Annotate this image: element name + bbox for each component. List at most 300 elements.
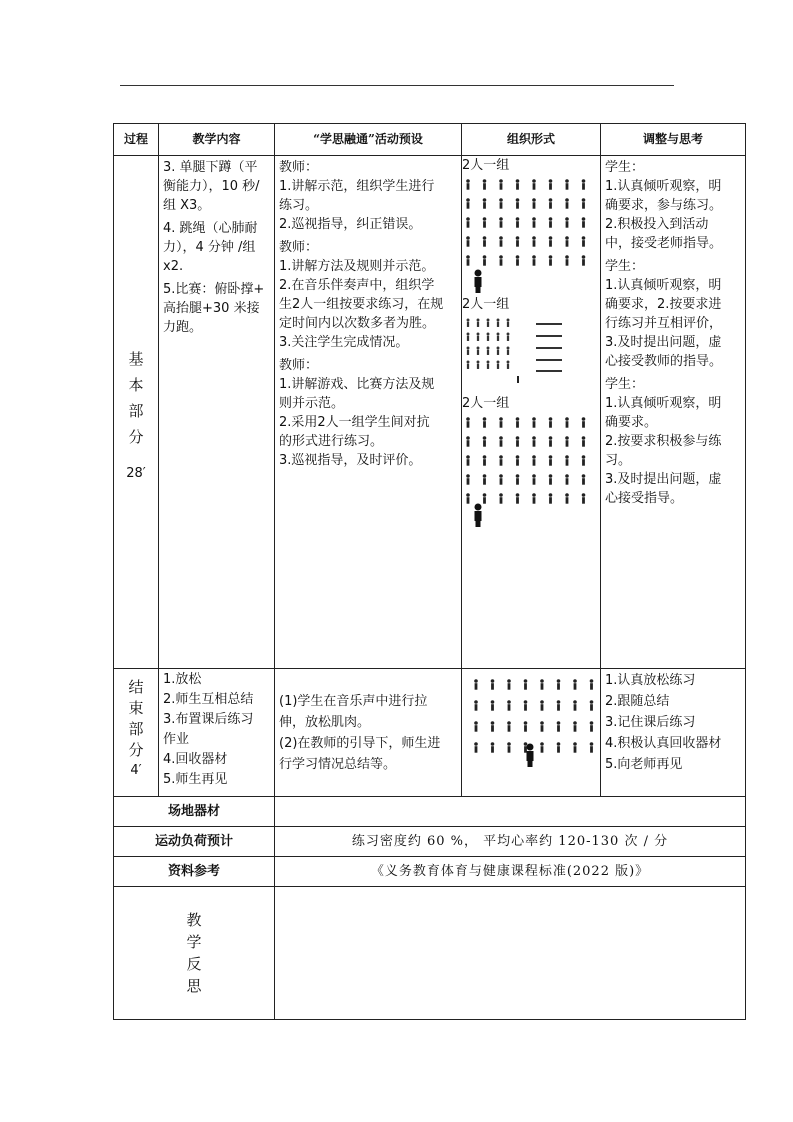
student-figure-icon <box>477 319 480 322</box>
student-figure-icon <box>491 704 494 711</box>
student-figure-icon <box>532 436 536 440</box>
student-figure-icon <box>508 683 511 690</box>
student-figure-icon <box>540 721 544 725</box>
student-figure-icon <box>532 236 536 240</box>
student-figure-icon <box>565 217 569 221</box>
student-figure-icon <box>499 436 503 440</box>
student-figure-icon <box>499 236 503 240</box>
student-figure-icon <box>524 725 527 732</box>
student-figure-icon <box>532 198 536 202</box>
student-figure-icon <box>477 336 479 341</box>
rope-line-icon <box>536 324 562 371</box>
student-figure-icon <box>467 440 470 447</box>
basic-activity-cell <box>275 156 462 669</box>
student-figure-icon <box>467 336 469 341</box>
student-figure-icon <box>491 721 495 725</box>
student-figure-icon <box>466 198 470 202</box>
student-figure-icon <box>532 217 536 221</box>
student-figure-icon <box>566 421 569 428</box>
student-figure-icon <box>524 683 527 690</box>
org-label: 2人一组 <box>462 158 510 173</box>
ending-organization-cell <box>462 669 601 797</box>
student-figure-icon <box>540 679 544 683</box>
student-figure-icon <box>549 493 553 497</box>
student-figure-icon <box>483 236 487 240</box>
student-figure-icon <box>516 183 519 190</box>
student-figure-icon <box>574 704 577 711</box>
student-figure-icon <box>491 683 494 690</box>
student-figure-icon <box>507 333 510 336</box>
student-figure-icon <box>533 202 536 209</box>
student-figure-icon <box>497 350 499 355</box>
student-figure-icon <box>573 721 577 725</box>
student-figure-icon <box>532 474 536 478</box>
student-figure-icon <box>483 259 486 266</box>
student-figure-icon <box>516 497 519 504</box>
student-figure-icon <box>497 361 500 364</box>
student-figure-icon <box>483 255 487 259</box>
formation-diagram-competition <box>462 413 588 533</box>
teacher-activity: 教师： 1.讲解游戏、比赛方法及规 则并示范。 2.采用2人一组学生间对抗 的形式进行练习。 3.巡视指导，及时评价。 <box>279 358 435 468</box>
student-figure-icon <box>516 421 519 428</box>
student-figure-icon <box>491 725 494 732</box>
formation-diagram-ending <box>470 675 600 795</box>
student-figure-icon <box>467 221 470 228</box>
student-figure-icon <box>467 350 469 355</box>
student-figure-icon <box>590 700 594 704</box>
student-figure-icon <box>466 179 470 183</box>
student-figure-icon <box>516 259 519 266</box>
student-figure-icon <box>466 493 470 497</box>
student-figure-icon <box>483 202 486 209</box>
student-figure-icon <box>516 202 519 209</box>
student-figure-icon <box>466 255 470 259</box>
student-figure-icon <box>557 679 561 683</box>
student-figure-icon <box>574 746 577 753</box>
student-figure-icon <box>541 704 544 711</box>
basic-time: 28′ <box>126 466 146 481</box>
student-figure-icon <box>491 742 495 746</box>
student-figure-icon <box>487 333 490 336</box>
student-figure-icon <box>566 240 569 247</box>
student-figure-icon <box>483 421 486 428</box>
load-value: 练习密度约 60 %， 平均心率约 120-130 次 / 分 <box>275 827 746 857</box>
student-figure-icon <box>467 333 470 336</box>
student-response: 学生： 1.认真倾听观察，明 确要求，2.按要求进 行练习并互相评价， 3.及时提出问题，虚 心接受教师的指导。 <box>605 259 723 369</box>
teacher-figure-icon <box>527 744 534 768</box>
student-figure-icon <box>487 322 489 327</box>
student-figure-icon <box>565 474 569 478</box>
student-figure-icon <box>483 493 487 497</box>
student-figure-icon <box>565 255 569 259</box>
student-figure-icon <box>582 255 586 259</box>
student-figure-icon <box>582 459 585 466</box>
student-figure-icon <box>533 183 536 190</box>
header-adjustment: 调整与思考 <box>601 124 746 156</box>
student-figure-icon <box>483 436 487 440</box>
student-figure-icon <box>565 436 569 440</box>
org-label: 2人一组 <box>462 396 510 411</box>
basic-adjustment-cell <box>601 156 746 669</box>
student-figure-icon <box>557 725 560 732</box>
student-figure-icon <box>549 202 552 209</box>
reflection-char: 反 <box>186 955 202 973</box>
student-figure-icon <box>475 725 478 732</box>
student-figure-icon <box>533 478 536 485</box>
student-figure-icon <box>497 336 499 341</box>
student-figure-icon <box>590 721 594 725</box>
student-figure-icon <box>533 221 536 228</box>
stage-char: 部 <box>128 402 144 420</box>
student-figure-icon <box>582 221 585 228</box>
load-label: 运动负荷预计 <box>114 827 275 857</box>
student-figure-icon <box>582 179 586 183</box>
item-content: 5.比赛：俯卧撑+ 高抬腿+30 米接 力跑。 <box>163 282 265 335</box>
stage-char: 结 <box>128 678 144 696</box>
student-figure-icon <box>573 742 577 746</box>
student-figure-icon <box>467 202 470 209</box>
student-figure-icon <box>466 417 470 421</box>
venue-label: 场地器材 <box>114 797 275 827</box>
student-figure-icon <box>491 746 494 753</box>
student-figure-icon <box>557 746 560 753</box>
student-figure-icon <box>532 417 536 421</box>
student-figure-icon <box>467 259 470 266</box>
student-figure-icon <box>467 361 470 364</box>
student-figure-icon <box>590 725 593 732</box>
student-figure-icon <box>549 421 552 428</box>
student-figure-icon <box>582 493 586 497</box>
student-figure-icon <box>566 259 569 266</box>
student-figure-icon <box>524 679 528 683</box>
student-figure-icon <box>549 183 552 190</box>
student-figure-icon <box>516 436 520 440</box>
student-figure-icon <box>549 440 552 447</box>
student-figure-icon <box>487 361 490 364</box>
student-figure-icon <box>566 183 569 190</box>
student-figure-icon <box>497 319 500 322</box>
student-figure-icon <box>483 497 486 504</box>
student-figure-icon <box>500 421 503 428</box>
student-figure-icon <box>507 361 510 364</box>
formation-diagram-jumprope <box>462 314 588 394</box>
header-process: 过程 <box>114 124 159 156</box>
student-figure-icon <box>540 700 544 704</box>
student-figure-icon <box>565 417 569 421</box>
student-figure-icon <box>549 417 553 421</box>
student-figure-icon <box>483 440 486 447</box>
student-figure-icon <box>483 474 487 478</box>
stage-char: 束 <box>128 699 144 717</box>
student-figure-icon <box>582 259 585 266</box>
student-figure-icon <box>590 679 594 683</box>
student-figure-icon <box>483 217 487 221</box>
teacher-figure-icon <box>475 504 482 528</box>
basic-organization-cell <box>462 156 601 669</box>
student-figure-icon <box>477 322 479 327</box>
student-figure-icon <box>549 217 553 221</box>
student-figure-icon <box>487 319 490 322</box>
student-figure-icon <box>467 183 470 190</box>
student-figure-icon <box>477 364 479 369</box>
student-figure-icon <box>500 221 503 228</box>
student-figure-icon <box>483 198 487 202</box>
student-figure-icon <box>507 350 509 355</box>
student-figure-icon <box>500 240 503 247</box>
student-figure-icon <box>491 700 495 704</box>
student-figure-icon <box>467 240 470 247</box>
student-figure-icon <box>487 364 489 369</box>
student-figure-icon <box>533 440 536 447</box>
student-figure-icon <box>477 347 480 350</box>
student-figure-icon <box>533 240 536 247</box>
student-figure-icon <box>582 474 586 478</box>
student-figure-icon <box>573 679 577 683</box>
student-figure-icon <box>499 493 503 497</box>
basic-stage-cell <box>114 156 159 669</box>
student-figure-icon <box>499 179 503 183</box>
student-figure-icon <box>467 319 470 322</box>
org-label: 2人一组 <box>462 297 510 312</box>
student-figure-icon <box>499 255 503 259</box>
student-figure-icon <box>500 459 503 466</box>
ending-activity-cell: (1)学生在音乐声中进行拉 伸，放松肌肉。 (2)在教师的引导下，师生进 行学习情况总结等。 <box>275 669 462 797</box>
header-content: 教学内容 <box>159 124 275 156</box>
student-figure-icon <box>549 236 553 240</box>
student-figure-icon <box>483 417 487 421</box>
ending-adjustment-cell: 1.认真放松练习 2.跟随总结 3.记住课后练习 4.积极认真回收器材 5.向老师再见 <box>601 669 746 797</box>
student-figure-icon <box>466 217 470 221</box>
student-figure-icon <box>516 240 519 247</box>
student-figure-icon <box>524 746 527 753</box>
student-figure-icon <box>467 347 470 350</box>
reflection-char: 教 <box>186 911 202 929</box>
student-figure-icon <box>549 497 552 504</box>
student-figure-icon <box>516 455 520 459</box>
student-figure-icon <box>475 746 478 753</box>
student-figure-icon <box>590 742 594 746</box>
student-figure-icon <box>549 455 553 459</box>
student-figure-icon <box>467 322 469 327</box>
student-figure-icon <box>499 198 503 202</box>
student-figure-icon <box>516 459 519 466</box>
student-figure-icon <box>487 347 490 350</box>
student-response: 学生： 1.认真倾听观察，明 确要求。 2.按要求积极参与练 习。 3.及时提出问题，虚 心接受指导。 <box>605 377 722 506</box>
student-figure-icon <box>566 459 569 466</box>
ending-stage-cell <box>114 669 159 797</box>
ending-time: 4′ <box>130 763 142 778</box>
student-figure-icon <box>590 704 593 711</box>
student-figure-icon <box>516 474 520 478</box>
formation-diagram-pairs <box>462 175 588 295</box>
student-figure-icon <box>590 746 593 753</box>
student-figure-icon <box>474 742 478 746</box>
student-figure-icon <box>532 493 536 497</box>
student-figure-icon <box>516 417 520 421</box>
student-figure-icon <box>533 259 536 266</box>
student-figure-icon <box>533 421 536 428</box>
student-figure-icon <box>497 347 500 350</box>
student-figure-icon <box>549 259 552 266</box>
student-figure-icon <box>549 459 552 466</box>
student-figure-icon <box>582 183 585 190</box>
student-figure-icon <box>582 198 586 202</box>
item-content: 4. 跳绳（心肺耐 力），4 分钟 /组 x2. <box>163 221 258 274</box>
student-figure-icon <box>500 478 503 485</box>
student-figure-icon <box>566 440 569 447</box>
student-figure-icon <box>582 436 586 440</box>
student-figure-icon <box>474 721 478 725</box>
reference-value: 《义务教育体育与健康课程标准(2022 版)》 <box>275 857 746 887</box>
student-figure-icon <box>524 721 528 725</box>
student-figure-icon <box>497 322 499 327</box>
student-figure-icon <box>507 319 510 322</box>
student-figure-icon <box>516 493 520 497</box>
student-figure-icon <box>499 217 503 221</box>
student-figure-icon <box>466 236 470 240</box>
student-figure-icon <box>565 179 569 183</box>
student-figure-icon <box>516 179 520 183</box>
student-figure-icon <box>565 236 569 240</box>
student-figure-icon <box>549 198 553 202</box>
student-figure-icon <box>507 322 509 327</box>
basic-section-row <box>114 156 746 669</box>
student-figure-icon <box>483 179 487 183</box>
student-figure-icon <box>557 683 560 690</box>
student-figure-icon <box>549 240 552 247</box>
student-figure-icon <box>475 683 478 690</box>
student-figure-icon <box>467 497 470 504</box>
student-figure-icon <box>467 421 470 428</box>
header-activity: “学思融通”活动预设 <box>275 124 462 156</box>
reference-row <box>114 857 746 887</box>
student-figure-icon <box>499 474 503 478</box>
student-figure-icon <box>466 474 470 478</box>
student-figure-icon <box>549 436 553 440</box>
student-figure-icon <box>497 364 499 369</box>
student-figure-icon <box>532 255 536 259</box>
reflection-label-cell <box>114 887 275 1020</box>
stage-char: 部 <box>128 720 144 738</box>
student-figure-icon <box>508 725 511 732</box>
teacher-figure-icon <box>475 270 482 294</box>
student-figure-icon <box>467 478 470 485</box>
student-figure-icon <box>487 350 489 355</box>
student-figure-icon <box>516 221 519 228</box>
student-figure-icon <box>508 746 511 753</box>
student-figure-icon <box>582 236 586 240</box>
student-figure-icon <box>549 474 553 478</box>
student-figure-icon <box>582 417 586 421</box>
student-figure-icon <box>524 700 528 704</box>
student-figure-icon <box>477 333 480 336</box>
student-figure-icon <box>507 679 511 683</box>
student-figure-icon <box>532 179 536 183</box>
student-figure-icon <box>557 721 561 725</box>
student-figure-icon <box>565 198 569 202</box>
student-figure-icon <box>574 683 577 690</box>
student-figure-icon <box>508 704 511 711</box>
student-figure-icon <box>582 421 585 428</box>
student-figure-icon <box>483 478 486 485</box>
student-figure-icon <box>474 679 478 683</box>
venue-value <box>275 797 746 827</box>
student-figure-icon <box>566 202 569 209</box>
student-response: 学生： 1.认真倾听观察，明 确要求，参与练习。 2.积极投入到活动 中，接受老师指导。 <box>605 160 723 251</box>
student-figure-icon <box>516 255 520 259</box>
student-figure-icon <box>582 202 585 209</box>
student-figure-icon <box>557 704 560 711</box>
reflection-char: 学 <box>186 933 202 951</box>
student-figure-icon <box>500 497 503 504</box>
stage-char: 本 <box>128 376 144 394</box>
student-figure-icon <box>466 436 470 440</box>
student-figure-icon <box>574 725 577 732</box>
student-figure-icon <box>516 236 520 240</box>
student-figure-icon <box>500 259 503 266</box>
student-figure-icon <box>516 440 519 447</box>
student-figure-icon <box>573 700 577 704</box>
reference-label: 资料参考 <box>114 857 275 887</box>
student-figure-icon <box>565 493 569 497</box>
student-figure-icon <box>540 742 544 746</box>
student-figure-icon <box>516 217 520 221</box>
student-figure-icon <box>582 455 586 459</box>
item-content: 3. 单腿下蹲（平 衡能力），10 秒/ 组 X3。 <box>163 160 260 213</box>
load-row <box>114 827 746 857</box>
stage-char: 分 <box>128 741 144 759</box>
teacher-activity: 教师： 1.讲解方法及规则并示范。 2.在音乐伴奏声中，组织学 生2人一组按要求练习，在规 定时间内以次数多者为胜。 3.关注学生完成情况。 <box>279 240 444 350</box>
student-figure-icon <box>475 704 478 711</box>
student-figure-icon <box>582 497 585 504</box>
student-figure-icon <box>507 364 509 369</box>
reflection-value <box>275 887 746 1020</box>
student-figure-icon <box>524 704 527 711</box>
student-figure-icon <box>582 440 585 447</box>
student-figure-icon <box>500 202 503 209</box>
student-figure-icon <box>499 417 503 421</box>
reflection-char: 思 <box>186 977 202 995</box>
student-figure-icon <box>557 742 561 746</box>
ending-content-cell: 1.放松 2.师生互相总结 3.布置课后练习 作业 4.回收器材 5.师生再见 <box>159 669 275 797</box>
student-figure-icon <box>532 455 536 459</box>
student-figure-icon <box>566 497 569 504</box>
teacher-activity: 教师： 1.讲解示范，组织学生进行 练习。 2.巡视指导，纠正错误。 <box>279 160 435 232</box>
header-rule <box>120 85 674 86</box>
student-figure-icon <box>549 221 552 228</box>
student-figure-icon <box>483 221 486 228</box>
student-figure-icon <box>467 364 469 369</box>
student-figure-icon <box>557 700 561 704</box>
student-figure-icon <box>565 455 569 459</box>
student-figure-icon <box>499 455 503 459</box>
student-figure-icon <box>582 240 585 247</box>
student-figure-icon <box>497 333 500 336</box>
student-figure-icon <box>582 217 586 221</box>
basic-content-cell <box>159 156 275 669</box>
student-figure-icon <box>533 497 536 504</box>
venue-row <box>114 797 746 827</box>
student-figure-icon <box>466 455 470 459</box>
student-figure-icon <box>483 183 486 190</box>
student-figure-icon <box>507 336 509 341</box>
student-figure-icon <box>541 683 544 690</box>
student-figure-icon <box>516 478 519 485</box>
header-row <box>114 124 746 156</box>
student-figure-icon <box>516 198 520 202</box>
stage-char: 分 <box>128 428 144 446</box>
student-figure-icon <box>533 459 536 466</box>
